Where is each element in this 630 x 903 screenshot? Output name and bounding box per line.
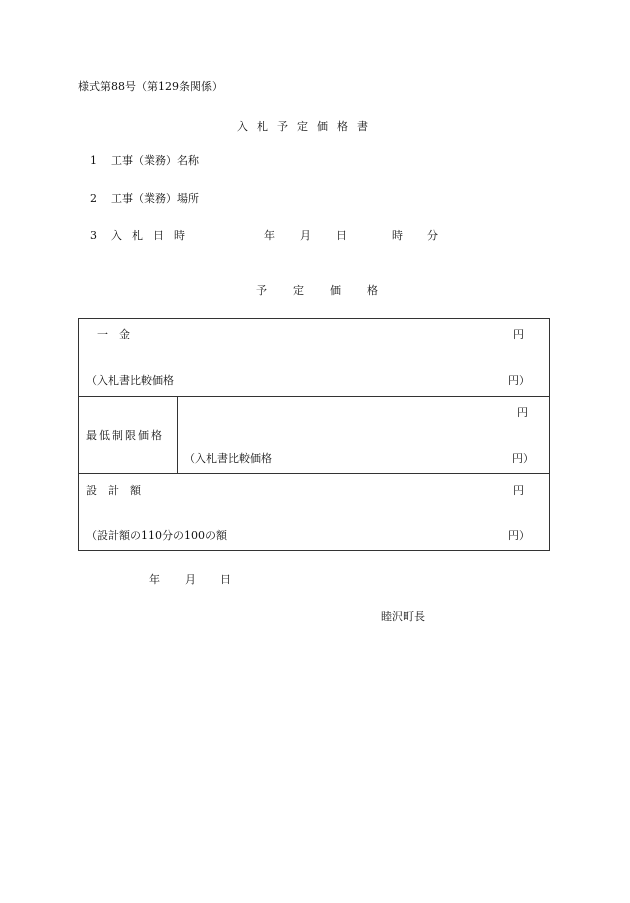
section-title: 予定価格 <box>256 284 404 297</box>
bid-day-unit: 日 <box>336 229 347 242</box>
form-number: 様式第88号（第129条関係） <box>78 80 223 93</box>
document-title: 入札予定価格書 <box>237 120 377 133</box>
row2-label: 最低制限価格 <box>86 429 164 442</box>
table-column-divider <box>177 396 178 473</box>
item-2-number: 2 <box>90 192 97 205</box>
row3-unit: 円 <box>513 484 524 497</box>
row3-sub-label: （設計額の110分の100の額 <box>86 529 227 542</box>
row1-sub-label: （入札書比較価格 <box>86 374 174 387</box>
row3-label: 設 計 額 <box>86 484 141 497</box>
bid-hour-unit: 時 <box>392 229 403 242</box>
item-1-number: 1 <box>90 154 97 167</box>
row1-sub-unit: 円） <box>508 374 530 387</box>
table-divider <box>79 473 549 474</box>
price-table <box>78 318 550 551</box>
row2-sub-unit: 円） <box>512 452 534 465</box>
item-1-label: 工事（業務）名称 <box>111 154 199 167</box>
footer-year-unit: 年 <box>149 573 160 586</box>
row1-unit: 円 <box>513 328 524 341</box>
row1-label: 一 金 <box>97 328 130 341</box>
item-3-number: 3 <box>90 229 97 242</box>
footer-month-unit: 月 <box>185 573 196 586</box>
footer-day-unit: 日 <box>220 573 231 586</box>
signature: 睦沢町長 <box>381 610 425 623</box>
row3-sub-unit: 円） <box>508 529 530 542</box>
row2-sub-label: （入札書比較価格 <box>184 452 272 465</box>
table-divider <box>79 396 549 397</box>
row2-unit: 円 <box>517 406 528 419</box>
bid-minute-unit: 分 <box>427 229 438 242</box>
item-2-label: 工事（業務）場所 <box>111 192 199 205</box>
bid-year-unit: 年 <box>264 229 275 242</box>
item-3-label: 入札日時 <box>111 229 195 242</box>
bid-month-unit: 月 <box>300 229 311 242</box>
